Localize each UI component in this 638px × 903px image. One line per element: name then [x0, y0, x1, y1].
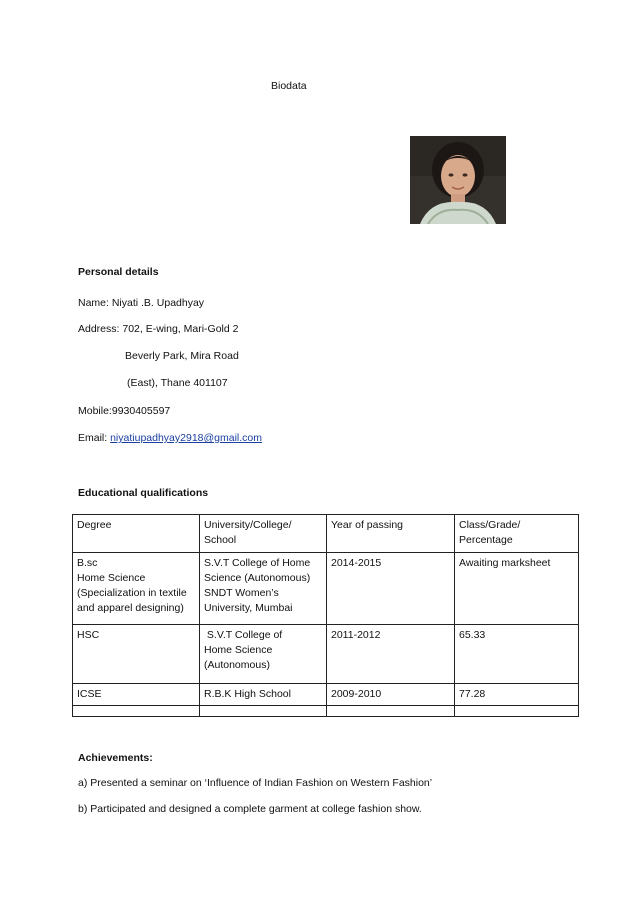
- cell-text: ICSE: [77, 688, 102, 700]
- achievement-item: a) Presented a seminar on ‘Influence of Indian Fashion on Western Fashion’: [78, 777, 433, 789]
- cell-text: School: [204, 534, 237, 546]
- email-line: [78, 432, 262, 444]
- table-cell: [455, 625, 579, 684]
- profile-photo: [410, 136, 506, 224]
- cell-text: Class/Grade/: [459, 519, 521, 531]
- cell-text: Degree: [77, 519, 112, 531]
- cell-text: S.V.T College of: [204, 629, 283, 641]
- table-cell: [455, 684, 579, 706]
- cell-text: Awaiting marksheet: [459, 557, 551, 569]
- cell-text: R.B.K High School: [204, 688, 291, 700]
- page-title: Biodata: [271, 80, 307, 92]
- table-cell: [73, 625, 200, 684]
- address-line-2: Beverly Park, Mira Road: [125, 350, 239, 362]
- education-table: [72, 514, 579, 717]
- cell-text: 2011-2012: [331, 629, 381, 641]
- table-cell: [73, 684, 200, 706]
- table-cell: [200, 625, 327, 684]
- education-heading: Educational qualifications: [78, 487, 209, 499]
- table-cell: [327, 684, 455, 706]
- table-cell: [200, 684, 327, 706]
- address-line-3: (East), Thane 401107: [127, 377, 228, 389]
- cell-text: SNDT Women’s: [204, 587, 279, 599]
- cell-text: and apparel designing): [77, 602, 184, 614]
- achievement-item: b) Participated and designed a complete garment at college fashion show.: [78, 803, 422, 815]
- achievements-heading: Achievements:: [78, 752, 153, 764]
- cell-text: 65.33: [459, 629, 486, 641]
- cell-text: Year of passing: [331, 519, 403, 531]
- header-cell: [73, 515, 200, 553]
- cell-text: (Autonomous): [204, 659, 270, 671]
- cell-text: Science (Autonomous): [204, 572, 311, 584]
- table-row: [73, 684, 579, 706]
- email-link[interactable]: niyatiupadhyay2918@gmail.com: [110, 432, 263, 444]
- mobile-line: Mobile:9930405597: [78, 405, 171, 417]
- cell-text: S.V.T College of Home: [204, 557, 311, 569]
- cell-text: Home Science: [77, 572, 146, 584]
- cell-text: B.sc: [77, 557, 98, 569]
- table-row-empty: [73, 706, 579, 717]
- table-cell-empty: [200, 706, 327, 717]
- table-cell: [455, 553, 579, 625]
- cell-text: 2014-2015: [331, 557, 382, 569]
- table-cell-empty: [455, 706, 579, 717]
- address-line-1: Address: 702, E-wing, Mari-Gold 2: [78, 323, 239, 335]
- cell-text: 77.28: [459, 688, 486, 700]
- table-cell: [327, 625, 455, 684]
- email-label: Email:: [78, 432, 111, 444]
- cell-text: University, Mumbai: [204, 602, 293, 614]
- table-row: [73, 625, 579, 684]
- header-cell: [200, 515, 327, 553]
- cell-text: University/College/: [204, 519, 292, 531]
- cell-text: Percentage: [459, 534, 513, 546]
- table-cell-empty: [73, 706, 200, 717]
- cell-text: (Specialization in textile: [77, 587, 187, 599]
- table-cell-empty: [327, 706, 455, 717]
- table-cell: [73, 553, 200, 625]
- cell-text: Home Science: [204, 644, 273, 656]
- cell-text: HSC: [77, 629, 100, 641]
- cell-text: 2009-2010: [331, 688, 382, 700]
- portrait-image: [410, 136, 506, 224]
- personal-details-heading: Personal details: [78, 266, 159, 278]
- header-cell: [455, 515, 579, 553]
- header-cell: [327, 515, 455, 553]
- table-row: [73, 553, 579, 625]
- table-cell: [200, 553, 327, 625]
- table-cell: [327, 553, 455, 625]
- name-line: Name: Niyati .B. Upadhyay: [78, 297, 205, 309]
- table-header-row: [73, 515, 579, 553]
